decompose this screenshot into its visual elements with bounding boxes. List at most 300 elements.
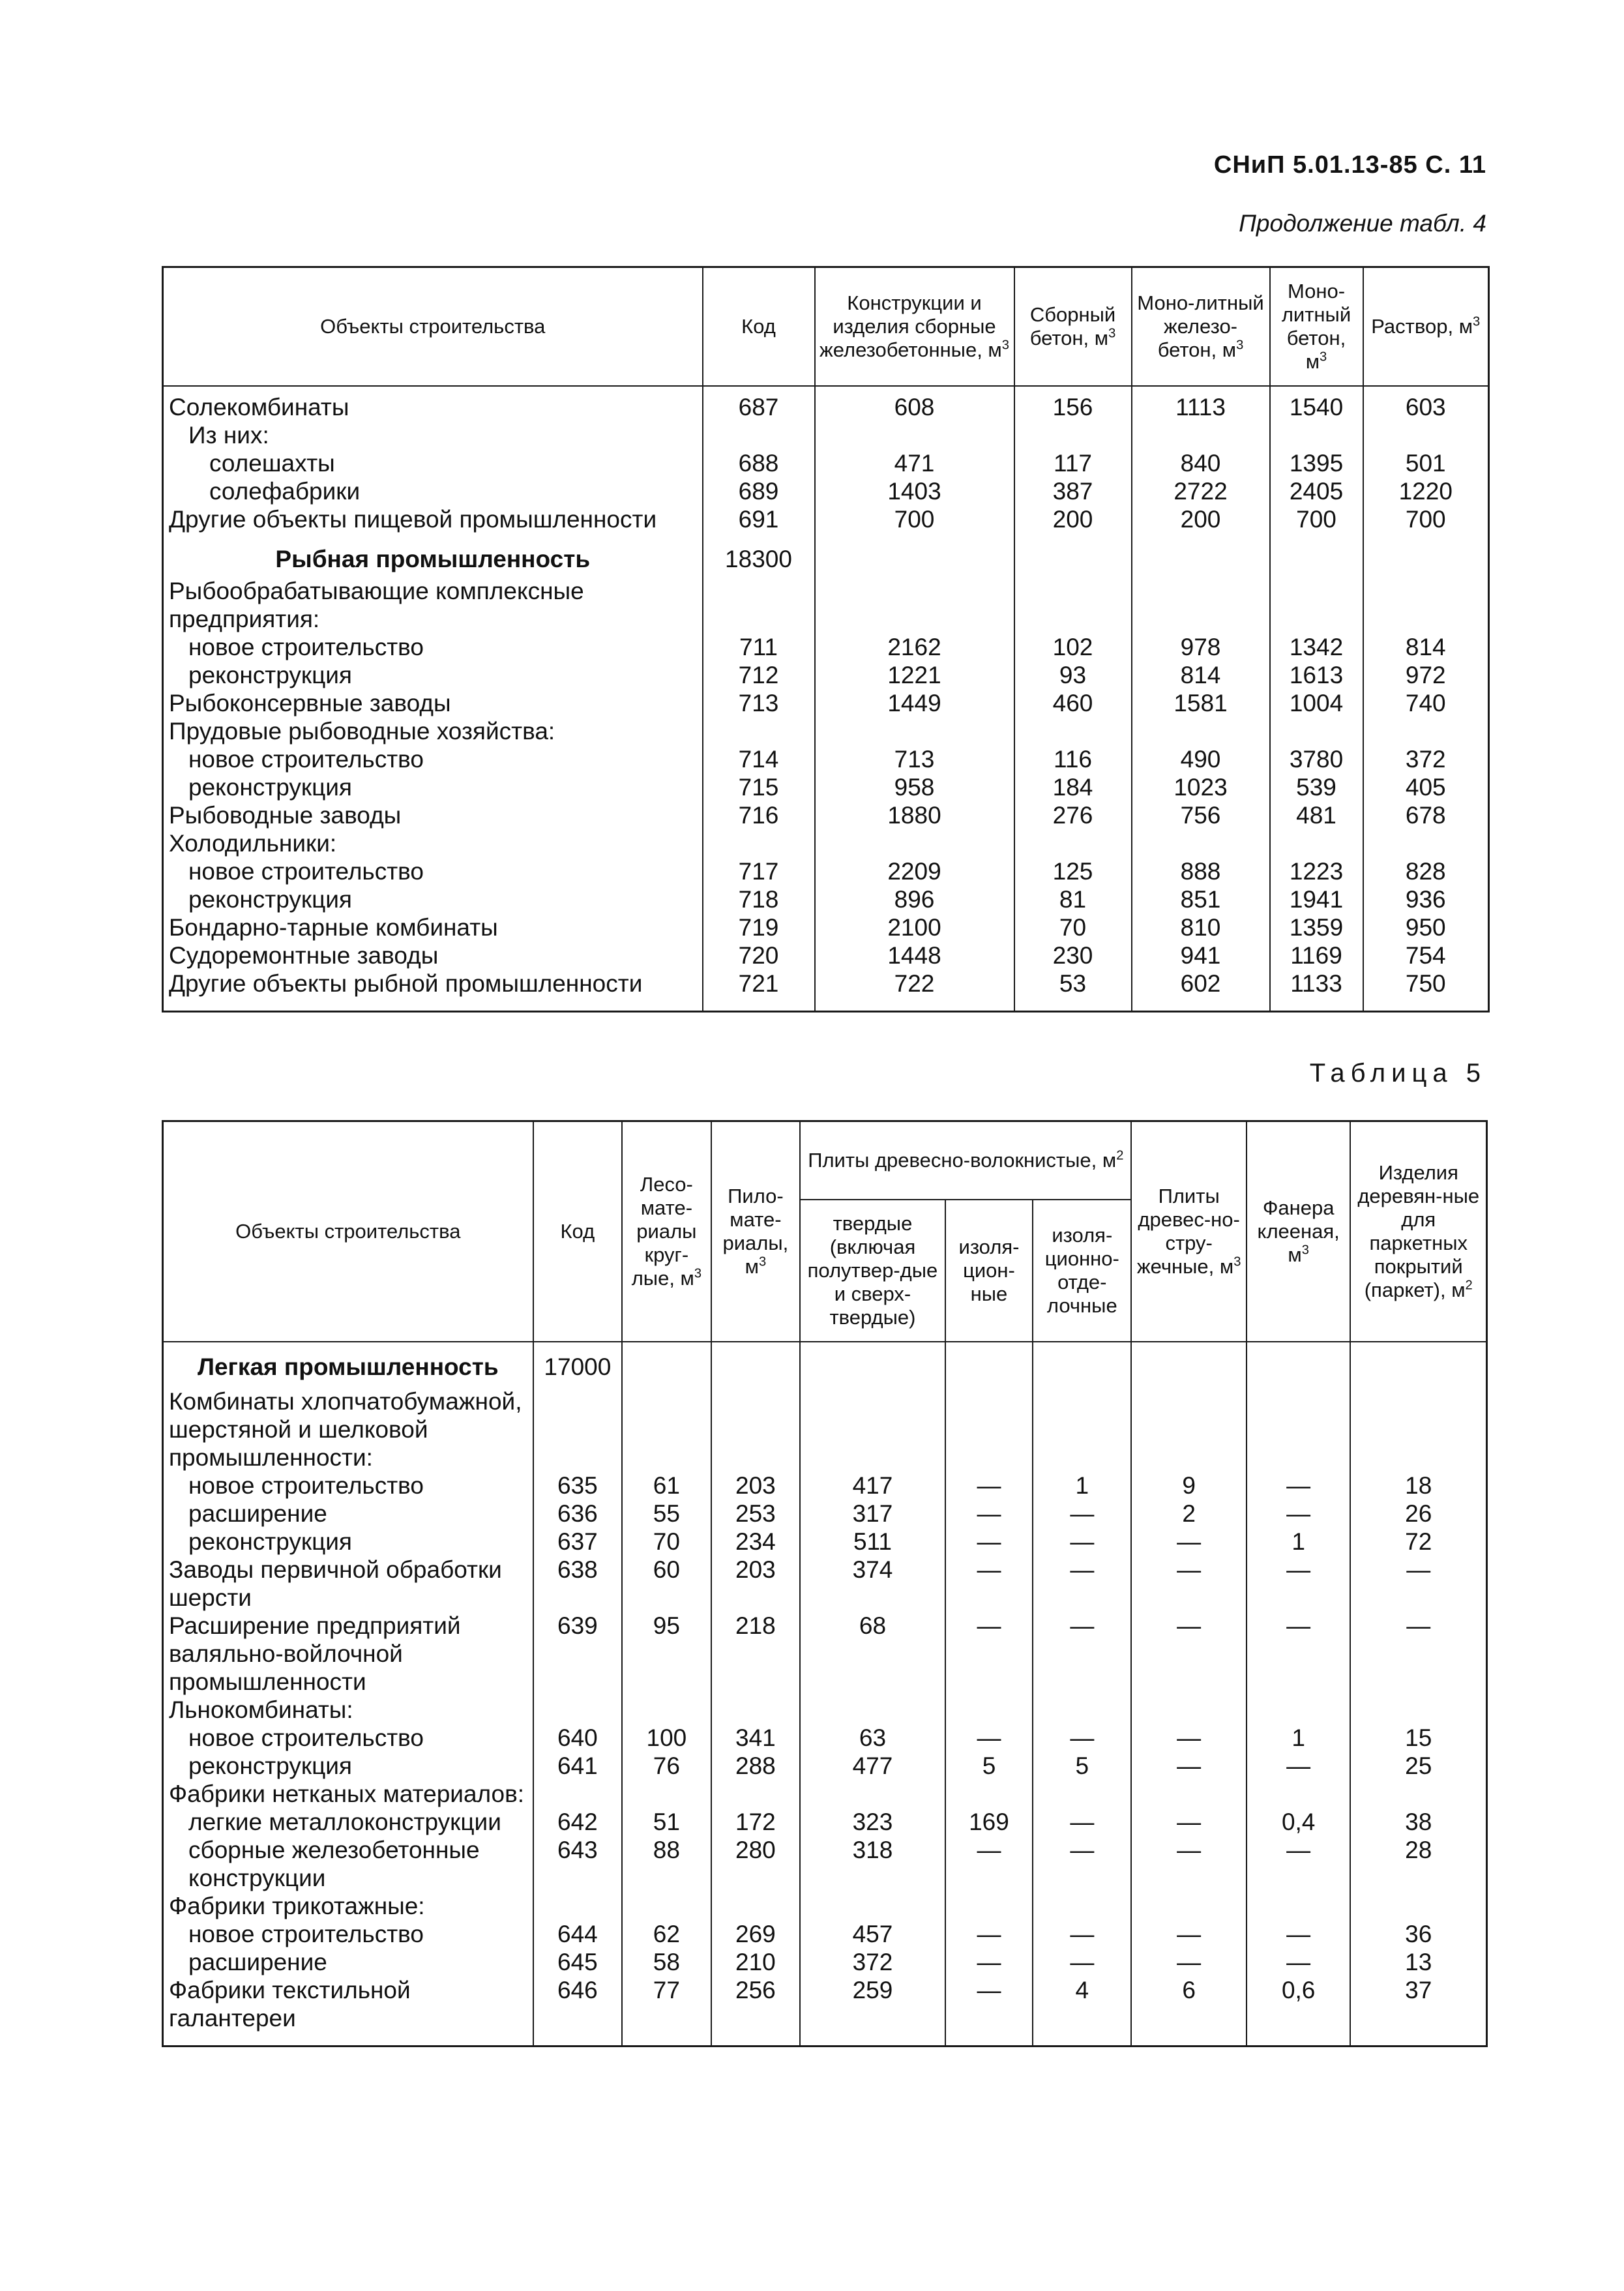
table-row	[163, 1892, 1487, 1920]
table-4	[162, 266, 1490, 1012]
header-precast-concrete: Сборный бетон, $м^3$	[1014, 267, 1132, 386]
row-code: 715	[703, 773, 815, 801]
row-name: Судоремонтные заводы	[163, 941, 703, 969]
cell: —	[1131, 1920, 1246, 1948]
table-row	[163, 577, 1489, 633]
cell	[800, 1696, 945, 1724]
cell: 218	[711, 1612, 801, 1696]
cell	[1132, 717, 1270, 745]
cell: —	[1247, 1612, 1351, 1696]
cell: 713	[815, 745, 1014, 773]
table-row	[163, 1976, 1487, 2047]
cell: 9	[1131, 1471, 1246, 1500]
cell: 2722	[1132, 477, 1270, 505]
cell: 936	[1363, 885, 1489, 913]
cell: —	[1033, 1528, 1131, 1556]
cell: 608	[815, 386, 1014, 421]
cell: 750	[1363, 969, 1489, 1012]
cell	[800, 1387, 945, 1471]
cell	[1247, 1342, 1351, 1387]
cell: —	[1033, 1556, 1131, 1612]
row-code: 18300	[703, 533, 815, 577]
cell: 2209	[815, 857, 1014, 885]
cell: 1581	[1132, 689, 1270, 717]
cell	[1131, 1387, 1246, 1471]
cell: 851	[1132, 885, 1270, 913]
row-name: Прудовые рыбоводные хозяйства:	[163, 717, 703, 745]
header-object: Объекты строительства	[163, 267, 703, 386]
cell	[815, 717, 1014, 745]
cell	[1033, 1892, 1131, 1920]
cell: 38	[1350, 1808, 1486, 1836]
cell: —	[1033, 1948, 1131, 1976]
table-row	[163, 801, 1489, 829]
page-header: СНиП 5.01.13-85 С. 11	[1213, 151, 1486, 179]
row-name: реконструкция	[163, 1752, 533, 1780]
cell: —	[1033, 1724, 1131, 1752]
row-code: 635	[533, 1471, 623, 1500]
cell: —	[1131, 1836, 1246, 1892]
table-row	[163, 1724, 1487, 1752]
cell: 700	[815, 505, 1014, 533]
cell: 950	[1363, 913, 1489, 941]
row-name: Другие объекты рыбной промышленности	[163, 969, 703, 1012]
header-insulating: изоля-цион-ные	[945, 1200, 1033, 1342]
cell: 896	[815, 885, 1014, 913]
cell	[711, 1780, 801, 1808]
cell: 269	[711, 1920, 801, 1948]
cell: 1540	[1270, 386, 1363, 421]
row-name: реконструкция	[163, 885, 703, 913]
cell	[622, 1892, 711, 1920]
cell: 62	[622, 1920, 711, 1948]
cell: 1359	[1270, 913, 1363, 941]
table-row	[163, 661, 1489, 689]
cell: 1342	[1270, 633, 1363, 661]
cell: 539	[1270, 773, 1363, 801]
cell: 53	[1014, 969, 1132, 1012]
cell: —	[945, 1612, 1033, 1696]
row-name: расширение	[163, 1500, 533, 1528]
row-code: 688	[703, 449, 815, 477]
table-row	[163, 1471, 1487, 1500]
cell: 4	[1033, 1976, 1131, 2047]
row-code	[533, 1780, 623, 1808]
row-code: 689	[703, 477, 815, 505]
cell: —	[1350, 1612, 1486, 1696]
cell	[945, 1696, 1033, 1724]
cell	[622, 1696, 711, 1724]
header-code: Код	[703, 267, 815, 386]
cell: 460	[1014, 689, 1132, 717]
cell: 68	[800, 1612, 945, 1696]
cell: 1	[1033, 1471, 1131, 1500]
table-row	[163, 773, 1489, 801]
row-code: 646	[533, 1976, 623, 2047]
cell	[1033, 1780, 1131, 1808]
table-row	[163, 1500, 1487, 1528]
row-name: Другие объекты пищевой промышленности	[163, 505, 703, 533]
header-monolithic-concrete: Моно-литный бетон, $м^3$	[1270, 267, 1363, 386]
table-row	[163, 885, 1489, 913]
table-5	[162, 1120, 1488, 2047]
cell: 958	[815, 773, 1014, 801]
cell: 341	[711, 1724, 801, 1752]
cell: 387	[1014, 477, 1132, 505]
cell	[622, 1387, 711, 1471]
cell: 70	[1014, 913, 1132, 941]
cell: 28	[1350, 1836, 1486, 1892]
header-object: Объекты строительства	[163, 1121, 533, 1342]
table-row	[163, 449, 1489, 477]
row-name: новое строительство	[163, 1471, 533, 1500]
header-round-timber: Лесо-мате-риалы круг-лые, $м^3$	[622, 1121, 711, 1342]
cell: 203	[711, 1471, 801, 1500]
table-row	[163, 1920, 1487, 1948]
cell: —	[945, 1528, 1033, 1556]
cell: 1221	[815, 661, 1014, 689]
row-code	[703, 829, 815, 857]
header-hard-fiberboard: твердые (включая полутвер-дые и сверх-твердые)	[800, 1200, 945, 1342]
cell	[1247, 1387, 1351, 1471]
cell: 481	[1270, 801, 1363, 829]
row-name: новое строительство	[163, 857, 703, 885]
row-code	[703, 421, 815, 449]
row-code	[533, 1696, 623, 1724]
row-code	[703, 577, 815, 633]
table-row	[163, 941, 1489, 969]
section-row	[163, 533, 1489, 577]
cell: —	[1131, 1556, 1246, 1612]
cell: 840	[1132, 449, 1270, 477]
row-code: 641	[533, 1752, 623, 1780]
cell	[1131, 1342, 1246, 1387]
cell: 978	[1132, 633, 1270, 661]
cell: 37	[1350, 1976, 1486, 2047]
cell	[1363, 577, 1489, 633]
cell: 323	[800, 1808, 945, 1836]
cell: 36	[1350, 1920, 1486, 1948]
table-row	[163, 829, 1489, 857]
cell	[1350, 1387, 1486, 1471]
cell: 210	[711, 1948, 801, 1976]
row-code	[533, 1892, 623, 1920]
cell: 417	[800, 1471, 945, 1500]
cell: 1220	[1363, 477, 1489, 505]
row-name: расширение	[163, 1948, 533, 1976]
cell: —	[1247, 1752, 1351, 1780]
cell: 125	[1014, 857, 1132, 885]
cell	[1014, 829, 1132, 857]
cell	[815, 533, 1014, 577]
row-code: 638	[533, 1556, 623, 1612]
cell: —	[945, 1836, 1033, 1892]
cell: 754	[1363, 941, 1489, 969]
cell: 457	[800, 1920, 945, 1948]
cell: 888	[1132, 857, 1270, 885]
cell: —	[1131, 1808, 1246, 1836]
cell: 756	[1132, 801, 1270, 829]
cell: 51	[622, 1808, 711, 1836]
table-5-title: Таблица 5	[1309, 1059, 1486, 1087]
table-row	[163, 717, 1489, 745]
cell: 678	[1363, 801, 1489, 829]
cell: 700	[1270, 505, 1363, 533]
row-name: Фабрики текстильной галантереи	[163, 1976, 533, 2047]
table-row	[163, 913, 1489, 941]
cell: —	[945, 1556, 1033, 1612]
cell	[1131, 1780, 1246, 1808]
cell: 374	[800, 1556, 945, 1612]
row-code: 720	[703, 941, 815, 969]
row-name: Комбинаты хлопчатобумажной, шерстяной и шелковой промышленности:	[163, 1387, 533, 1471]
cell: —	[1033, 1808, 1131, 1836]
cell	[1033, 1342, 1131, 1387]
cell: 0,6	[1247, 1976, 1351, 2047]
cell: 234	[711, 1528, 801, 1556]
cell: 317	[800, 1500, 945, 1528]
table-row	[163, 745, 1489, 773]
cell: 70	[622, 1528, 711, 1556]
cell: —	[1350, 1556, 1486, 1612]
cell	[711, 1342, 801, 1387]
cell	[1350, 1780, 1486, 1808]
header-mortar: Раствор, $м^3$	[1363, 267, 1489, 386]
row-name: новое строительство	[163, 1920, 533, 1948]
cell: 55	[622, 1500, 711, 1528]
header-particle-board: Плиты древес-но-стру-жечные, $м^3$	[1131, 1121, 1246, 1342]
row-name: Фабрики трикотажные:	[163, 1892, 533, 1920]
row-code: 717	[703, 857, 815, 885]
table-row	[163, 1696, 1487, 1724]
cell: 1	[1247, 1528, 1351, 1556]
cell: 230	[1014, 941, 1132, 969]
row-name: реконструкция	[163, 773, 703, 801]
cell: 700	[1363, 505, 1489, 533]
cell: 1448	[815, 941, 1014, 969]
cell: 102	[1014, 633, 1132, 661]
cell: —	[945, 1471, 1033, 1500]
cell: —	[1131, 1948, 1246, 1976]
cell: 941	[1132, 941, 1270, 969]
cell: 184	[1014, 773, 1132, 801]
cell	[1363, 421, 1489, 449]
cell	[1014, 533, 1132, 577]
cell	[1270, 421, 1363, 449]
cell: 172	[711, 1808, 801, 1836]
cell: 511	[800, 1528, 945, 1556]
cell: 828	[1363, 857, 1489, 885]
table-row	[163, 969, 1489, 1012]
cell: 5	[945, 1752, 1033, 1780]
table-row	[163, 633, 1489, 661]
cell: —	[1033, 1612, 1131, 1696]
row-name: Бондарно-тарные комбинаты	[163, 913, 703, 941]
cell: —	[945, 1948, 1033, 1976]
row-code: 712	[703, 661, 815, 689]
cell: —	[945, 1920, 1033, 1948]
cell	[1132, 829, 1270, 857]
cell	[1270, 577, 1363, 633]
cell: 1449	[815, 689, 1014, 717]
cell: 603	[1363, 386, 1489, 421]
cell: 1169	[1270, 941, 1363, 969]
cell	[945, 1892, 1033, 1920]
cell: 76	[622, 1752, 711, 1780]
cell: 810	[1132, 913, 1270, 941]
cell	[1131, 1696, 1246, 1724]
row-code	[703, 717, 815, 745]
cell: —	[1131, 1528, 1246, 1556]
table-row	[163, 689, 1489, 717]
header-monolithic-rc: Моно-литный железо-бетон, $м^3$	[1132, 267, 1270, 386]
row-name: Рыбоконсервные заводы	[163, 689, 703, 717]
cell: 740	[1363, 689, 1489, 717]
row-code: 713	[703, 689, 815, 717]
row-name: Расширение предприятий валяльно-войлочной промышленности	[163, 1612, 533, 1696]
table-row	[163, 477, 1489, 505]
cell	[1247, 1780, 1351, 1808]
cell: —	[1033, 1836, 1131, 1892]
cell: —	[1247, 1556, 1351, 1612]
cell: —	[945, 1976, 1033, 2047]
cell	[622, 1342, 711, 1387]
cell	[1033, 1387, 1131, 1471]
row-name: реконструкция	[163, 661, 703, 689]
cell	[800, 1892, 945, 1920]
cell: 372	[800, 1948, 945, 1976]
cell: 60	[622, 1556, 711, 1612]
cell	[1270, 717, 1363, 745]
cell: 15	[1350, 1724, 1486, 1752]
cell	[622, 1780, 711, 1808]
cell	[1132, 533, 1270, 577]
cell	[815, 577, 1014, 633]
cell: 288	[711, 1752, 801, 1780]
cell	[1132, 577, 1270, 633]
cell: 1023	[1132, 773, 1270, 801]
header-insulating-finishing: изоля-ционно-отде-лочные	[1033, 1200, 1131, 1342]
row-name: Заводы первичной обработки шерсти	[163, 1556, 533, 1612]
cell: —	[945, 1724, 1033, 1752]
header-constructions: Конструкции и изделия сборные железобетонные, $м^3$	[815, 267, 1014, 386]
cell: 1403	[815, 477, 1014, 505]
row-code: 687	[703, 386, 815, 421]
cell: 77	[622, 1976, 711, 2047]
cell: 256	[711, 1976, 801, 2047]
row-name: новое строительство	[163, 745, 703, 773]
cell	[1033, 1696, 1131, 1724]
cell: 972	[1363, 661, 1489, 689]
cell: —	[1033, 1920, 1131, 1948]
cell: 26	[1350, 1500, 1486, 1528]
cell	[1132, 421, 1270, 449]
cell: 280	[711, 1836, 801, 1892]
cell	[1014, 577, 1132, 633]
cell: 169	[945, 1808, 1033, 1836]
cell: 58	[622, 1948, 711, 1976]
table-row	[163, 1780, 1487, 1808]
table-row	[163, 1528, 1487, 1556]
cell: 1880	[815, 801, 1014, 829]
header-plywood: Фанера клееная, $м^3$	[1247, 1121, 1351, 1342]
cell: 471	[815, 449, 1014, 477]
cell: 318	[800, 1836, 945, 1892]
cell	[945, 1387, 1033, 1471]
cell: 2100	[815, 913, 1014, 941]
cell	[1247, 1892, 1351, 1920]
cell: 490	[1132, 745, 1270, 773]
cell: 276	[1014, 801, 1132, 829]
row-code: 716	[703, 801, 815, 829]
cell: 1223	[1270, 857, 1363, 885]
row-name: Холодильники:	[163, 829, 703, 857]
row-code: 645	[533, 1948, 623, 1976]
cell: 25	[1350, 1752, 1486, 1780]
row-name: Льнокомбинаты:	[163, 1696, 533, 1724]
cell	[945, 1342, 1033, 1387]
cell: 100	[622, 1724, 711, 1752]
cell: 722	[815, 969, 1014, 1012]
cell	[1363, 533, 1489, 577]
cell	[711, 1387, 801, 1471]
row-name: солешахты	[163, 449, 703, 477]
table-row	[163, 1836, 1487, 1892]
cell: 1	[1247, 1724, 1351, 1752]
row-name: Рыбообрабатывающие комплексные предприятия:	[163, 577, 703, 633]
section-heading: Рыбная промышленность	[163, 533, 703, 577]
continuation-label: Продолжение табл. 4	[1239, 210, 1486, 237]
row-name: реконструкция	[163, 1528, 533, 1556]
table-row	[163, 1387, 1487, 1471]
table-row	[163, 1808, 1487, 1836]
cell: 372	[1363, 745, 1489, 773]
header-fiberboard-group: Плиты древесно-волокнистые, $м^2$	[800, 1121, 1131, 1200]
row-name: солефабрики	[163, 477, 703, 505]
cell: 2	[1131, 1500, 1246, 1528]
cell: 814	[1132, 661, 1270, 689]
table-row	[163, 857, 1489, 885]
row-code: 691	[703, 505, 815, 533]
cell: 117	[1014, 449, 1132, 477]
cell: 88	[622, 1836, 711, 1892]
cell: 200	[1132, 505, 1270, 533]
cell: 405	[1363, 773, 1489, 801]
cell	[1270, 829, 1363, 857]
cell: 72	[1350, 1528, 1486, 1556]
table-row	[163, 1752, 1487, 1780]
cell: 95	[622, 1612, 711, 1696]
row-code: 718	[703, 885, 815, 913]
cell: —	[945, 1500, 1033, 1528]
cell: 253	[711, 1500, 801, 1528]
cell: 602	[1132, 969, 1270, 1012]
cell: 61	[622, 1471, 711, 1500]
cell: 81	[1014, 885, 1132, 913]
section-heading: Легкая промышленность	[163, 1342, 533, 1387]
row-code: 17000	[533, 1342, 623, 1387]
cell: 156	[1014, 386, 1132, 421]
row-code: 644	[533, 1920, 623, 1948]
row-name: новое строительство	[163, 1724, 533, 1752]
cell: —	[1247, 1920, 1351, 1948]
cell: 13	[1350, 1948, 1486, 1976]
cell: 259	[800, 1976, 945, 2047]
cell: 18	[1350, 1471, 1486, 1500]
table-row	[163, 505, 1489, 533]
cell	[1247, 1696, 1351, 1724]
cell: 200	[1014, 505, 1132, 533]
